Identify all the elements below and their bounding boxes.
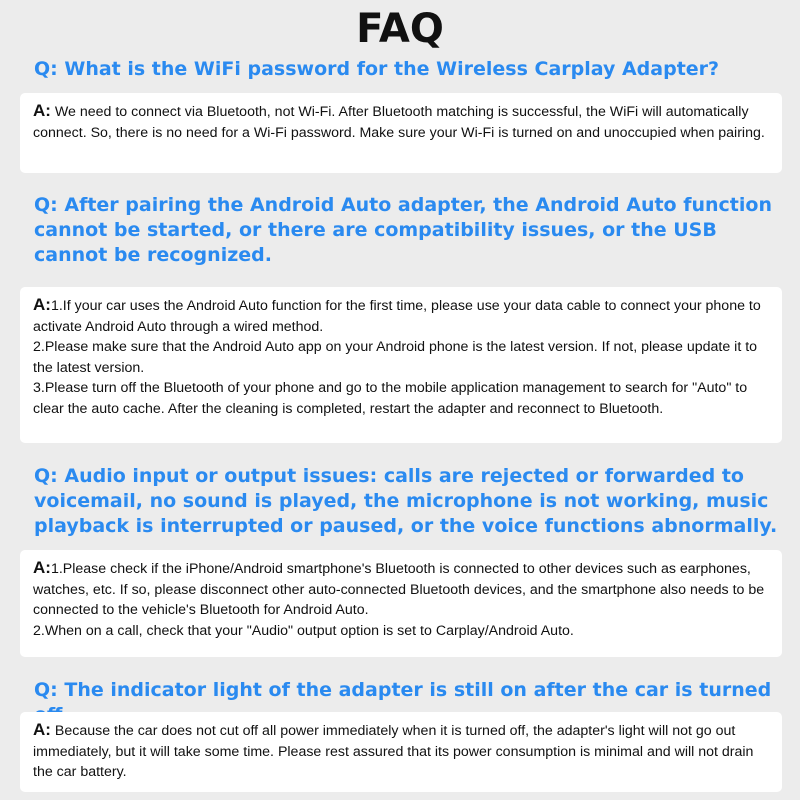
faq-answer-3-line-2: 2.When on a call, check that your "Audio" output option is set to Carplay/Android Auto.: [33, 622, 574, 639]
faq-answer-4-line-1: Because the car does not cut off all power immediately when it is turned off, the adapter's light will not go out immediately, but it will take some time. Please rest assured that its power consumption is minimal and will not drain the car battery.: [33, 723, 754, 781]
faq-answer-4: [20, 712, 782, 792]
faq-answer-1-text: [33, 101, 770, 143]
faq-answer-2-line-3: 3.Please turn off the Bluetooth of your phone and go to the mobile application management to search for "Auto" to clear the auto cache. After the cleaning is completed, restart the adapter and reconnect to Bluetooth.: [33, 380, 748, 417]
answer-label: A:: [33, 295, 51, 314]
faq-question-3: Q: Audio input or output issues: calls are rejected or forwarded to voicemail, no sound is played, the microphone is not working, music playback is interrupted or paused, or the voice functions abnormally.: [34, 465, 778, 537]
faq-answer-4-text: [33, 720, 770, 783]
faq-answer-1-line-1: We need to connect via Bluetooth, not Wi-Fi. After Bluetooth matching is successful, the WiFi will automatically connect. So, there is no need for a Wi-Fi password. Make sure your Wi-Fi is turned on and unoccupied when pairing.: [33, 104, 765, 141]
faq-answer-2-para-1: [33, 295, 770, 337]
answer-label: A:: [33, 720, 51, 739]
faq-answer-1: [20, 93, 782, 173]
faq-question-1: Q: What is the WiFi password for the Wireless Carplay Adapter?: [34, 58, 720, 80]
faq-answer-2: [20, 287, 782, 443]
faq-answer-3-para-1: [33, 558, 770, 621]
faq-answer-2-line-1: 1.If your car uses the Android Auto function for the first time, please use your data cable to connect your phone to activate Android Auto through a wired method.: [33, 298, 761, 335]
faq-answer-3-line-1: 1.Please check if the iPhone/Android smartphone's Bluetooth is connected to other devices such as earphones, watches, etc. If so, please disconnect other auto-connected Bluetooth devices, and the smartphone also needs to be connected to the vehicle's Bluetooth for Android Auto.: [33, 561, 765, 619]
faq-answer-3: [20, 550, 782, 657]
answer-label: A:: [33, 101, 51, 120]
page-title: FAQ: [356, 6, 444, 52]
answer-label: A:: [33, 558, 51, 577]
faq-question-2: Q: After pairing the Android Auto adapter, the Android Auto function cannot be started, or there are compatibility issues, or the USB cannot be recognized.: [34, 194, 772, 266]
faq-question-4: Q: The indicator light of the adapter is still on after the car is turned: [34, 679, 772, 701]
faq-answer-2-line-2: 2.Please make sure that the Android Auto app on your Android phone is the latest version. If not, please update it to the latest version.: [33, 339, 758, 376]
